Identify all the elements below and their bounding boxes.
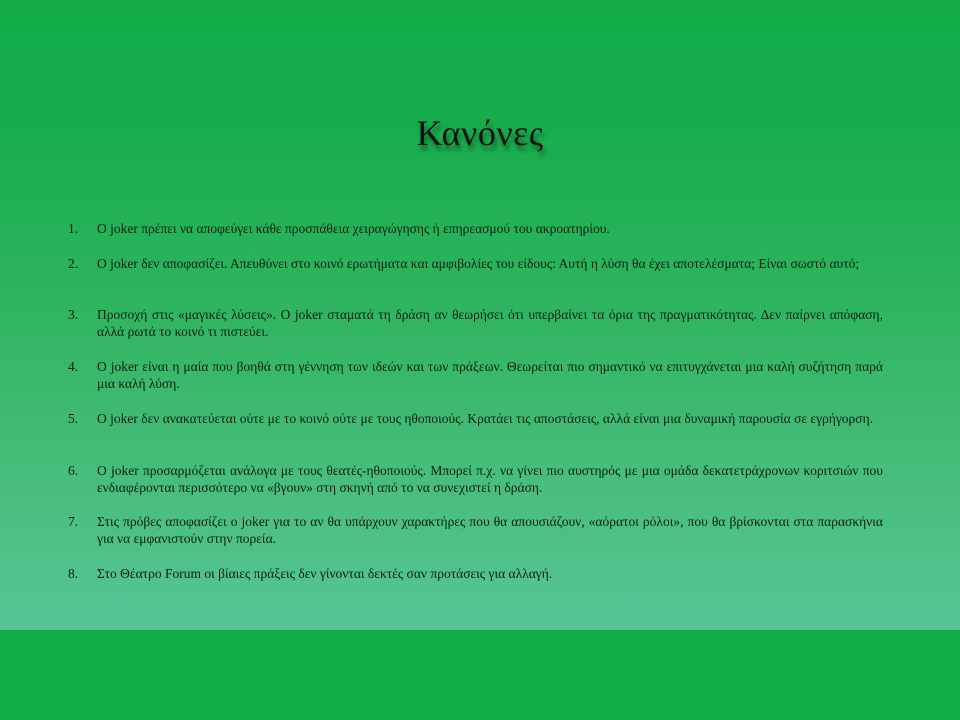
rule-number: 1. xyxy=(68,221,79,236)
rule-number: 6. xyxy=(68,463,79,478)
footer-band xyxy=(0,630,960,720)
rule-text: Στο Θέατρο Forum οι βίαιες πράξεις δεν γίνονται δεκτές σαν προτάσεις για αλλαγή. xyxy=(97,566,553,581)
rule-item xyxy=(68,358,883,392)
rule-number: 5. xyxy=(68,411,79,426)
rule-text: Στις πρόβες αποφασίζει ο joker για το αν θα υπάρχουν χαρακτήρες που θα απουσιάζουν, «αόρατοι ρόλοι», που θα βρίσκονται στα παρασκήνια για να εμφανιστούν στην πορεία. xyxy=(97,514,883,546)
rule-number: 7. xyxy=(68,514,79,529)
rule-item xyxy=(68,220,883,237)
rule-text: Ο joker δεν ανακατεύεται ούτε με το κοινό ούτε με τους ηθοποιούς. Κρατάει τις αποστάσεις, αλλά είναι μια δυναμική παρουσία σε εγρήγορση. xyxy=(97,411,874,426)
slide-title: Κανόνες xyxy=(416,113,544,153)
rule-item xyxy=(68,462,883,496)
rule-number: 3. xyxy=(68,307,79,322)
rule-text: Προσοχή στις «μαγικές λύσεις». Ο joker σταματά τη δράση αν θεωρήσει ότι υπερβαίνει τα όρια της πραγματικότητας. Δεν παίρνει απόφαση, αλλά ρωτά το κοινό τι πιστεύει. xyxy=(97,307,883,339)
rule-item xyxy=(68,255,883,272)
rule-text: Ο joker προσαρμόζεται ανάλογα με τους θεατές-ηθοποιούς. Μπορεί π.χ. να γίνει πιο αυστηρός με μια ομάδα δεκατετράχρονων κοριτσιών που ενδιαφέρονται περισσότερο να «βγουν» στη σκηνή από το να συνεχιστεί η δράση. xyxy=(97,463,883,495)
rule-number: 2. xyxy=(68,256,79,271)
rule-item xyxy=(68,306,883,340)
rule-item xyxy=(68,513,883,547)
rule-number: 4. xyxy=(68,359,79,374)
rule-number: 8. xyxy=(68,566,79,581)
rule-item xyxy=(68,565,883,582)
rule-text: Ο joker είναι η μαία που βοηθά στη γέννηση των ιδεών και των πράξεων. Θεωρείται πιο σημαντικό να επιτυγχάνεται μια καλή συζήτηση παρά μια καλή λύση. xyxy=(97,359,883,391)
rule-item xyxy=(68,410,883,427)
rule-text: Ο joker πρέπει να αποφεύγει κάθε προσπάθεια χειραγώγησης ή επηρεασμού του ακροατηρίου. xyxy=(97,221,610,236)
rule-text: Ο joker δεν αποφασίζει. Απευθύνει στο κοινό ερωτήματα και αμφιβολίες του είδους: Αυτή η λύση θα έχει αποτελέσματα; Είναι σωστό αυτό; xyxy=(97,256,860,271)
